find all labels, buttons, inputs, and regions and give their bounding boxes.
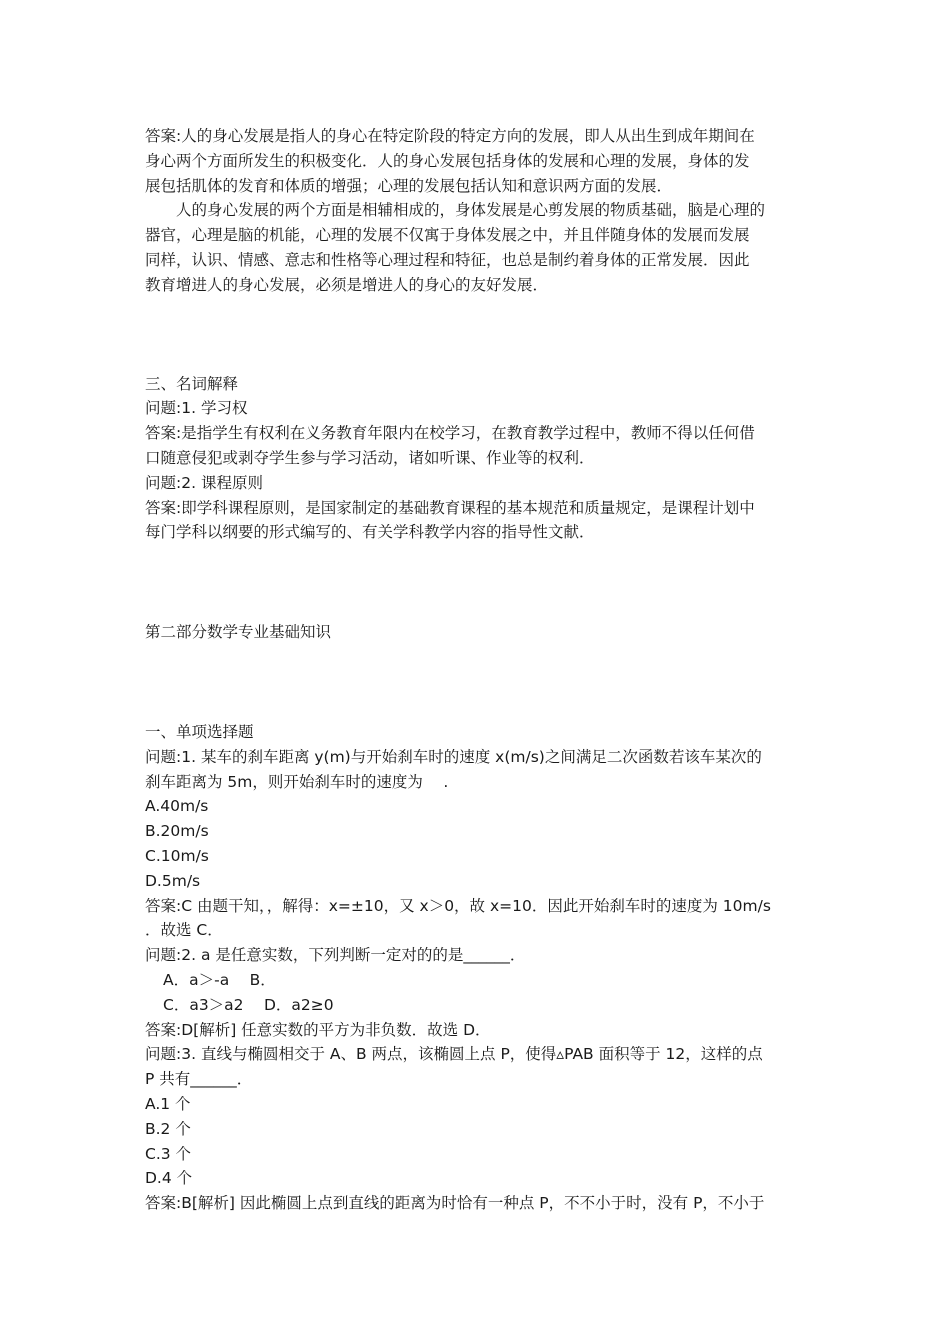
option-item: D.5m/s: [145, 871, 201, 890]
text-line: 人的身心发展的两个方面是相辅相成的，身体发展是心剪发展的物质基础，脑是心理的: [176, 201, 766, 220]
answer-text: 答案:即学科课程原则，是国家制定的基础教育课程的基本规范和质量规定，是课程计划中: [145, 498, 755, 517]
text-line: 教育增进人的身心发展，必须是增进人的身心的友好发展．: [145, 275, 549, 294]
document-page: [145, 124, 815, 1216]
section-heading: 三、名词解释: [145, 374, 239, 393]
option-item: A．a＞-a B．: [163, 970, 276, 989]
question-text: 问题:3. 直线与椭圆相交于 A、B 两点，该椭圆上点 P，使得▵PAB 面积等于 12，这样的点: [145, 1045, 763, 1064]
question-text: 刹车距离为 5m，则开始刹车时的速度为 .: [145, 772, 449, 791]
option-item: D.4 个: [145, 1169, 193, 1188]
option-item: B.2 个: [145, 1119, 191, 1138]
spacer: [145, 645, 815, 720]
option-item: C.10m/s: [145, 846, 209, 865]
question-text: 问题:1. 某车的刹车距离 y(m)与开始刹车时的速度 x(m/s)之间满足二次函数若该车某次的: [145, 747, 762, 766]
terms-section: [145, 372, 815, 546]
text-line: 展包括肌体的发育和体质的增强；心理的发展包括认知和意识两方面的发展．: [145, 176, 673, 195]
section-heading: 一、单项选择题: [145, 722, 254, 741]
text-line: 身心两个方面所发生的积极变化．人的身心发展包括身体的发展和心理的发展，身体的发: [145, 151, 750, 170]
answer-paragraph-2: [145, 198, 815, 297]
answer-text: 答案:D[解析] 任意实数的平方为非负数．故选 D．: [145, 1020, 491, 1039]
option-item: B.20m/s: [145, 822, 209, 841]
answer-text: 答案:C 由题干知，，解得：x=±10，又 x＞0，故 x=10．因此开始刹车时的速度为 10m/s: [145, 896, 771, 915]
question-text: 问题:1. 学习权: [145, 399, 248, 418]
text-line: 器官，心理是脑的机能，心理的发展不仅寓于身体发展之中，并且伴随身体的发展而发展: [145, 226, 750, 245]
option-item: C.3 个: [145, 1144, 192, 1163]
option-item: A.1 个: [145, 1094, 191, 1113]
question-text: P 共有______．: [145, 1070, 253, 1089]
question-text: 问题:2. a 是任意实数，下列判断一定对的的是______．: [145, 946, 526, 965]
answer-text: 答案:是指学生有权利在义务教育年限内在校学习，在教育教学过程中，教师不得以任何借: [145, 424, 755, 443]
answer-text: ．故选 C．: [145, 921, 223, 940]
answer-text: 口随意侵犯或剥夺学生参与学习活动，诸如听课、作业等的权利．: [145, 448, 595, 467]
text-line: 同样，认识、情感、意志和性格等心理过程和特征，也总是制约着身体的正常发展．因此: [145, 250, 750, 269]
option-item: A.40m/s: [145, 797, 209, 816]
question-text: 问题:2. 课程原则: [145, 473, 263, 492]
answer-text: 答案:B[解析] 因此椭圆上点到直线的距离为时恰有一种点 P，不不小于时，没有 P，不小于: [145, 1194, 765, 1213]
answer-text: 每门学科以纲要的形式编写的、有关学科教学内容的指导性文献．: [145, 523, 595, 542]
part-heading: 第二部分数学专业基础知识: [145, 623, 332, 642]
option-item: C．a3＞a2 D．a2≥0: [163, 995, 334, 1014]
choice-section: [145, 720, 815, 1216]
spacer: [145, 545, 815, 620]
spacer: [145, 298, 815, 372]
text-line: 答案:人的身心发展是指人的身心在特定阶段的特定方向的发展，即人从出生到成年期间在: [145, 127, 755, 145]
answer-paragraph-1: [145, 124, 815, 198]
